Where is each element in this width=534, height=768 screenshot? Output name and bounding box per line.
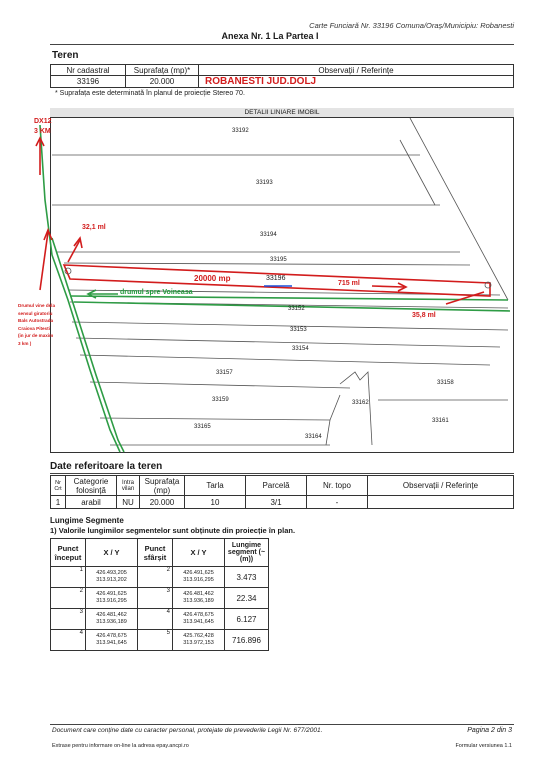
- coord-x: 426.481,462: [183, 591, 214, 597]
- parcel-label: 33159: [212, 397, 229, 403]
- date-ref-table: [50, 475, 514, 509]
- footer-disclaimer: Document care conține date cu caracter personal, protejate de prevederile Legii Nr. 677/2001.: [52, 727, 323, 734]
- parcel-label: 33192: [232, 128, 249, 134]
- coord-x: 425.762,428: [183, 633, 214, 639]
- side-note-line: Bals Autostrada: [18, 318, 54, 323]
- segments-col: Lungime segment (~ (m)): [225, 539, 269, 567]
- segment-length: 3.473: [225, 567, 269, 588]
- segment-length: 716.896: [225, 630, 269, 651]
- ml-715-label: 715 ml: [338, 280, 360, 287]
- segment-row: [51, 630, 269, 651]
- dx12-label: DX12: [34, 118, 52, 125]
- ml-35-label: 35,8 ml: [412, 312, 436, 319]
- teren-col-nr: Nr cadastral: [51, 65, 126, 76]
- date-ref-col: Suprafața (mp): [140, 476, 185, 496]
- segment-p1: 2: [51, 588, 86, 609]
- segment-length: 6.127: [225, 609, 269, 630]
- footer-extras: Extrase pentru informare on-line la adresa epay.ancpi.ro: [52, 743, 189, 749]
- coord-y: 313.916,295: [183, 577, 214, 583]
- segment-row: [51, 609, 269, 630]
- parcel-label-33196: 33196: [266, 275, 286, 282]
- coord-y: 313.936,189: [96, 619, 127, 625]
- coord-x: 426.478,675: [183, 612, 214, 618]
- date-ref-cell: 1: [51, 496, 66, 509]
- coord-x: 426.478,675: [96, 633, 127, 639]
- date-ref-col: Tarla: [185, 476, 246, 496]
- date-ref-title: Date referitoare la teren: [50, 461, 163, 472]
- date-ref-cell: arabil: [66, 496, 117, 509]
- cf-header: Carte Funciară Nr. 33196 Comuna/Oraș/Municipiu: Robanesti: [309, 21, 514, 30]
- segment-p1: 4: [51, 630, 86, 651]
- segment-row: [51, 567, 269, 588]
- side-note-line: sensul giratoriu: [18, 310, 53, 316]
- segments-table: [50, 538, 269, 651]
- coord-x: 426.493,205: [96, 570, 127, 576]
- parcel-label: 33164: [305, 434, 322, 440]
- date-ref-col: Nr. topo: [307, 476, 368, 496]
- segments-title: Lungime Segmente: [50, 516, 124, 525]
- segment-xy2: [173, 630, 225, 651]
- segment-p2: 3: [138, 588, 173, 609]
- coord-y: 313.913,202: [96, 577, 127, 583]
- side-note-line: (in jur de maxim: [18, 333, 54, 338]
- road-label: drumul spre Voineasa: [120, 289, 193, 296]
- date-ref-rule: [50, 473, 514, 474]
- segments-col: X / Y: [86, 539, 138, 567]
- side-note-line: Drumul vine dela: [18, 303, 56, 308]
- date-ref-cell: -: [307, 496, 368, 509]
- map-header: DETALII LINIARE IMOBIL: [50, 108, 514, 118]
- date-ref-col: Parcelă: [246, 476, 307, 496]
- segment-xy2: [173, 567, 225, 588]
- footer-page: Pagina 2 din 3: [467, 727, 512, 734]
- teren-col-suprafata: Suprafața (mp)*: [126, 65, 199, 76]
- parcel-label: 33153: [290, 327, 307, 333]
- anexa-title: Anexa Nr. 1 La Partea I: [221, 31, 319, 41]
- parcel-label: 33165: [194, 424, 211, 430]
- segment-length: 22.34: [225, 588, 269, 609]
- teren-suprafata: 20.000: [126, 76, 199, 88]
- teren-note: * Suprafața este determinată în planul de proiecție Stereo 70.: [55, 90, 245, 97]
- segment-p1: 1: [51, 567, 86, 588]
- segment-p2: 5: [138, 630, 173, 651]
- coord-y: 313.916,295: [96, 598, 127, 604]
- footer-rule: [50, 724, 514, 725]
- side-note-line: Craiova Pitesti: [18, 325, 50, 331]
- date-ref-col: Intra vilan: [117, 476, 140, 496]
- teren-col-obs: Observații / Referințe: [199, 65, 514, 76]
- coord-y: 313.972,153: [183, 640, 214, 646]
- coord-x: 426.481,462: [96, 612, 127, 618]
- date-ref-col: Observații / Referințe: [368, 476, 514, 496]
- parcel-label: 33154: [292, 346, 309, 352]
- segment-row: [51, 588, 269, 609]
- segment-xy1: [86, 588, 138, 609]
- date-ref-cell: 10: [185, 496, 246, 509]
- coord-x: 426.491,625: [183, 570, 214, 576]
- coord-x: 426.491,625: [96, 591, 127, 597]
- side-note-line: 3 km ): [18, 340, 32, 346]
- coord-y: 313.936,189: [183, 598, 214, 604]
- parcel-label: 33152: [288, 306, 305, 312]
- teren-nr-cadastral: 33196: [51, 76, 126, 88]
- footer-version: Formular versiunea 1.1: [455, 743, 512, 749]
- segment-xy1: [86, 609, 138, 630]
- segment-xy1: [86, 630, 138, 651]
- coord-y: 313.941,645: [183, 619, 214, 625]
- segment-p1: 3: [51, 609, 86, 630]
- segment-p2: 2: [138, 567, 173, 588]
- parcel-label: 33194: [260, 232, 277, 238]
- parcel-label: 33161: [432, 418, 449, 424]
- coord-y: 313.941,645: [96, 640, 127, 646]
- date-ref-col: Categorie folosință: [66, 476, 117, 496]
- segment-p2: 4: [138, 609, 173, 630]
- date-ref-col: Nr Crt: [51, 476, 66, 496]
- date-ref-cell: [368, 496, 514, 509]
- teren-observatii: ROBANESTI JUD.DOLJ: [199, 76, 514, 88]
- date-ref-cell: NU: [117, 496, 140, 509]
- parcel-label: 33157: [216, 370, 233, 376]
- segments-note: 1) Valorile lungimilor segmentelor sunt obținute din proiecție în plan.: [50, 526, 296, 535]
- area-label: 20000 mp: [194, 274, 231, 283]
- parcel-label: 33158: [437, 380, 454, 386]
- segments-col: X / Y: [173, 539, 225, 567]
- parcel-label: 33162: [352, 400, 369, 406]
- segment-xy2: [173, 609, 225, 630]
- ml-32-label: 32,1 ml: [82, 224, 106, 231]
- side-note: [18, 302, 72, 347]
- date-ref-cell: 3/1: [246, 496, 307, 509]
- segments-col: Punct început: [51, 539, 86, 567]
- km3-label: 3 KM: [34, 128, 51, 135]
- date-ref-cell: 20.000: [140, 496, 185, 509]
- teren-title: Teren: [52, 50, 79, 61]
- segments-col: Punct sfârșit: [138, 539, 173, 567]
- parcel-label: 33193: [256, 180, 273, 186]
- segment-xy1: [86, 567, 138, 588]
- segment-xy2: [173, 588, 225, 609]
- parcel-label: 33195: [270, 257, 287, 263]
